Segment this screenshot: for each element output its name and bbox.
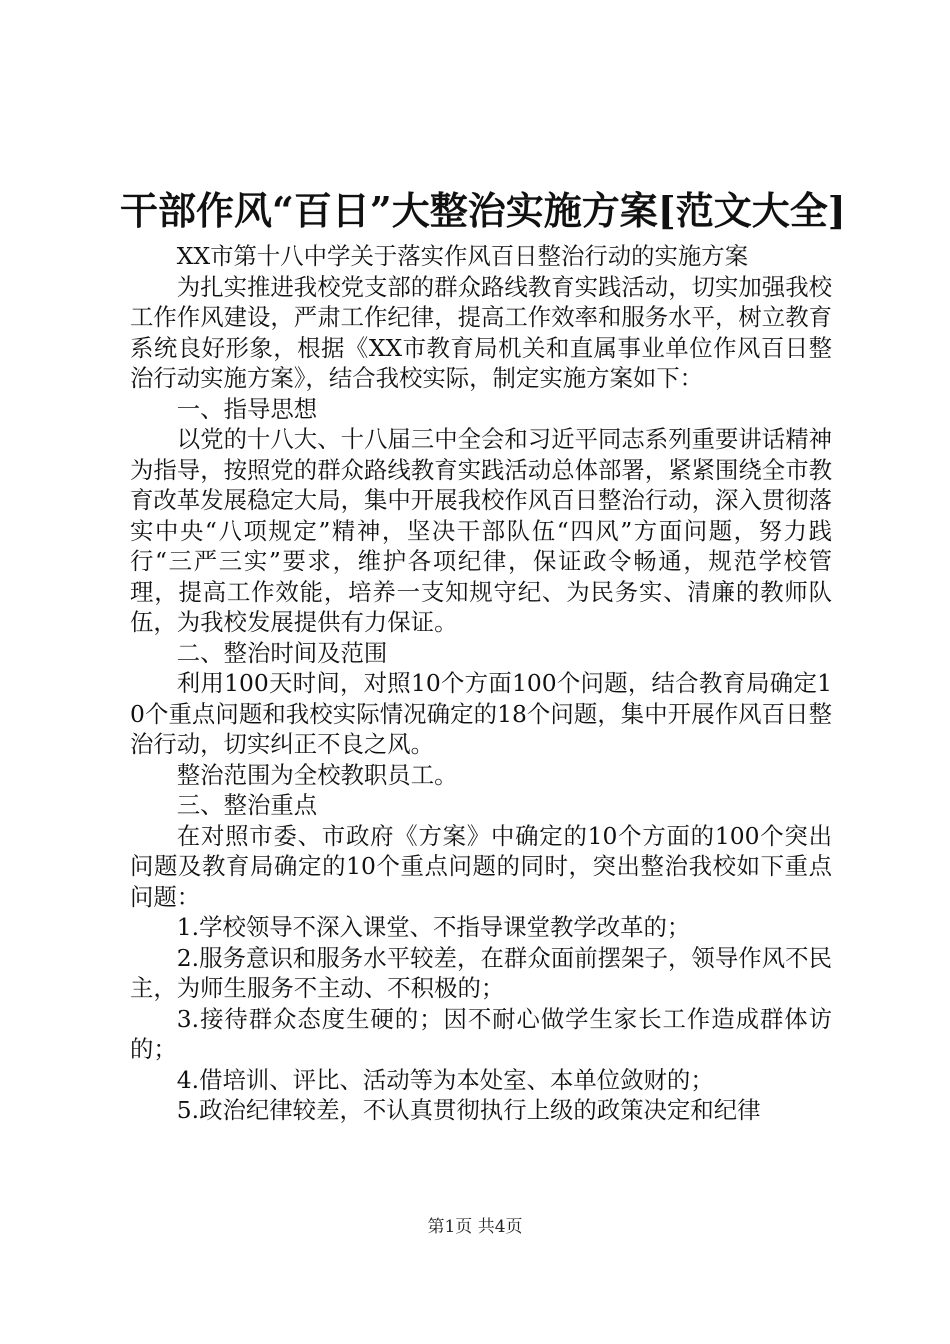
section-heading-time-and-scope: 二、整治时间及范围 [176,638,388,667]
section-heading-guiding-thought: 一、指导思想 [176,394,318,423]
section-heading-key-points: 三、整治重点 [176,791,318,819]
list-item-4: 4.借培训、评比、活动等为本处室、本单位敛财的； [176,1065,714,1094]
paragraph-intro: 为扎实推进我校党支部的群众路线教育实践活动，切实加强我校工作作风建设，严肃工作纪律，提高工作效率和服务水平，树立教育系统良好形象，根据《XX市教育局机关和直属事业单位作风百日整治行动实施方案》，结合我校实际，制定实施方案如下： [130,272,832,392]
paragraph-time: 利用100天时间，对照10个方面100个问题，结合教育局确定10个重点问题和我校实际情况确定的18个问题，集中开展作风百日整治行动，切实纠正不良之风。 [130,669,832,758]
paragraph-key-points: 在对照市委、市政府《方案》中确定的10个方面的100个突出问题及教育局确定的10个重点问题的同时，突出整治我校如下重点问题： [130,821,832,911]
page-footer: 第1页 共4页 [427,1217,523,1237]
document-title: 干部作风“百日”大整治实施方案[范文大全] [120,188,846,233]
list-item-5: 5.政治纪律较差，不认真贯彻执行上级的政策决定和纪律 [176,1096,761,1124]
paragraph-guiding-thought: 以党的十八大、十八届三中全会和习近平同志系列重要讲话精神为指导，按照党的群众路线教育实践活动总体部署，紧紧围绕全市教育改革发展稳定大局，集中开展我校作风百日整治行动，深入贯彻落实中央“八项规定”精神，坚决干部队伍“四风”方面问题，努力践行“三严三实”要求，维护各项纪律，保证政令畅通，规范学校管理，提高工作效能，培养一支知规守纪、为民务实、清廉的教师队伍，为我校发展提供有力保证。 [130,425,832,636]
list-item-2: 2.服务意识和服务水平较差，在群众面前摆架子，领导作风不民主，为师生服务不主动、不积极的； [130,943,832,1002]
list-item-1: 1.学校领导不深入课堂、不指导课堂教学改革的； [176,913,691,941]
document-subtitle: XX市第十八中学关于落实作风百日整治行动的实施方案 [176,242,749,270]
document-body [130,241,832,1126]
list-item-3: 3.接待群众态度生硬的；因不耐心做学生家长工作造成群体访的； [130,1004,832,1063]
paragraph-scope: 整治范围为全校教职员工。 [176,760,458,789]
